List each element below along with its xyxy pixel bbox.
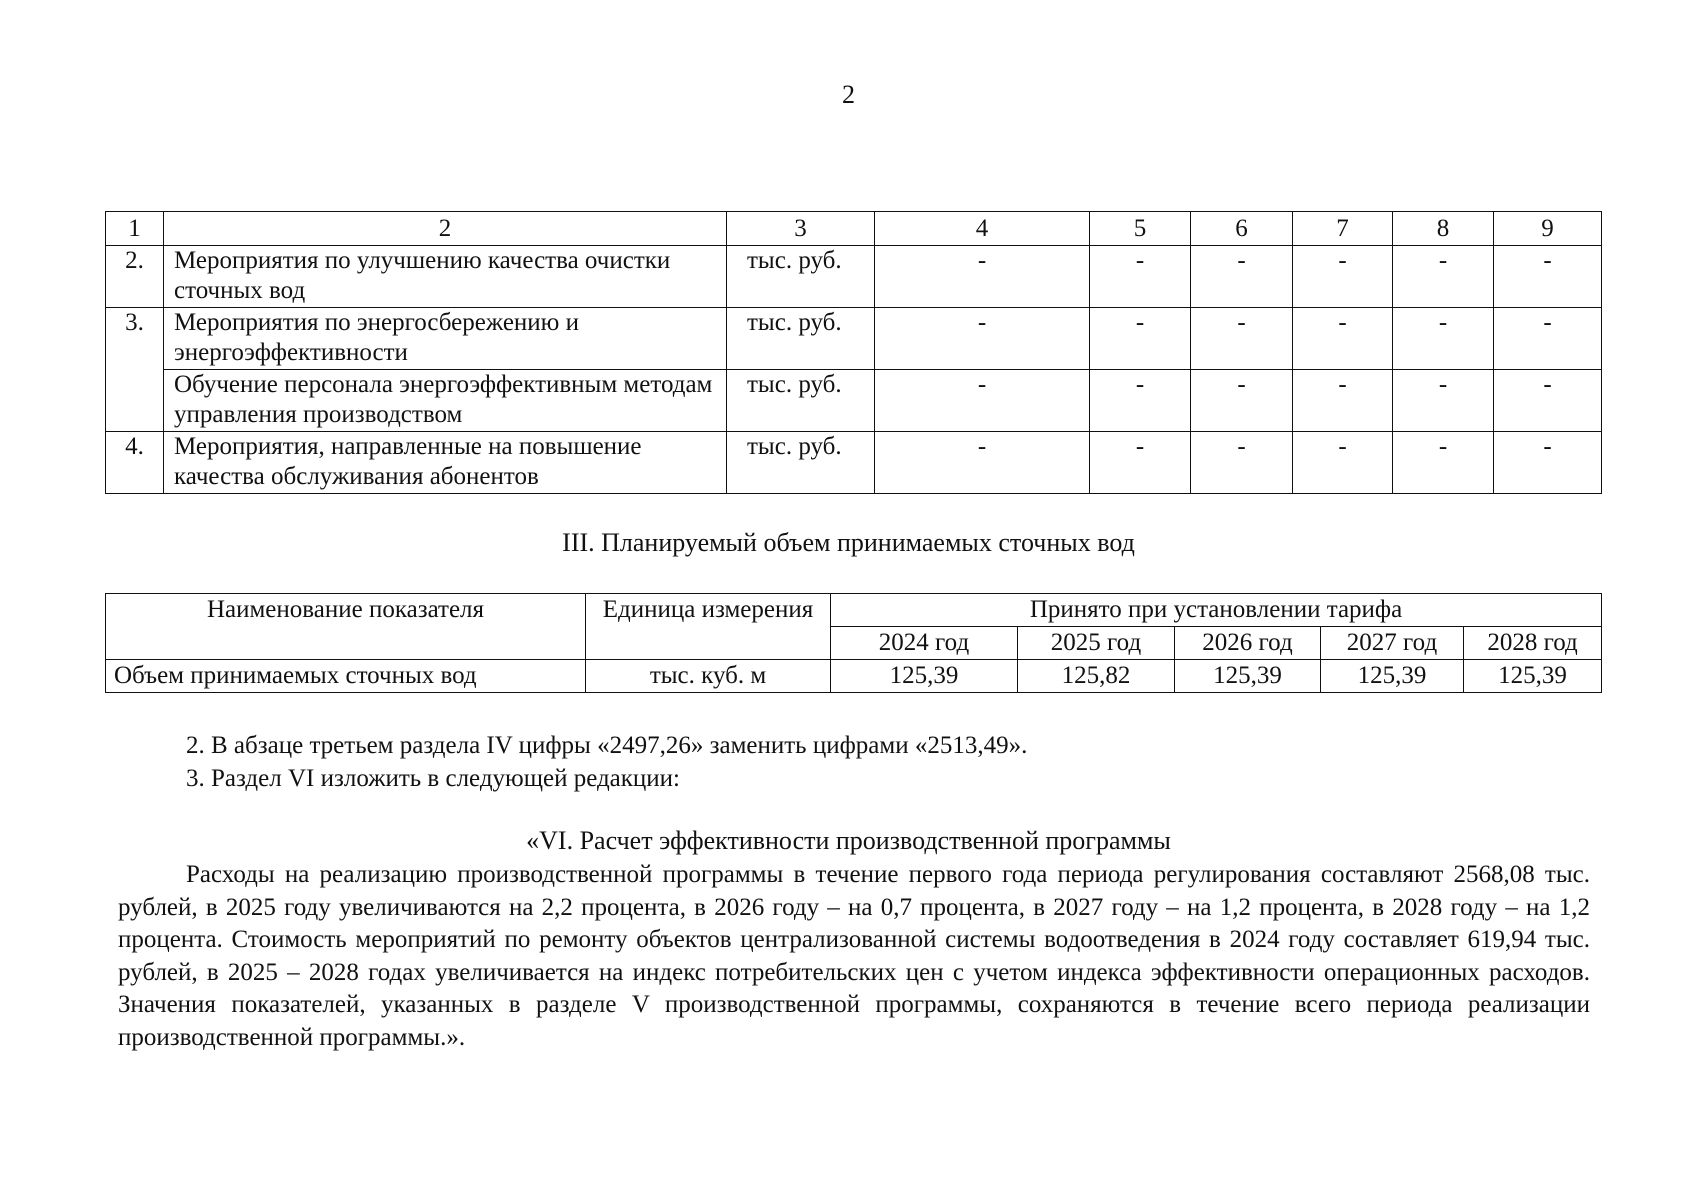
year-header: 2028 год bbox=[1464, 627, 1602, 660]
table-row bbox=[106, 660, 1602, 693]
row-value: 125,39 bbox=[831, 660, 1018, 693]
measures-table bbox=[105, 211, 1602, 494]
row-value: - bbox=[1191, 432, 1293, 494]
row-value: - bbox=[1191, 246, 1293, 308]
row-value: - bbox=[1293, 308, 1393, 370]
row-value: - bbox=[1393, 370, 1494, 432]
row-value: - bbox=[1191, 308, 1293, 370]
row-value: - bbox=[1393, 432, 1494, 494]
header-cell: 3 bbox=[727, 212, 875, 246]
column-header: Единица измерения bbox=[586, 594, 831, 660]
row-name: Мероприятия по энергосбережению и энергоэффективности bbox=[164, 308, 727, 370]
header-cell: 2 bbox=[164, 212, 727, 246]
row-value: - bbox=[1090, 308, 1191, 370]
row-value: 125,39 bbox=[1175, 660, 1321, 693]
row-value: - bbox=[1090, 432, 1191, 494]
section-title: III. Планируемый объем принимаемых сточных вод bbox=[562, 528, 1135, 557]
row-unit: тыс. куб. м bbox=[586, 660, 831, 693]
row-unit: тыс. руб. bbox=[727, 308, 875, 370]
row-name: Обучение персонала энергоэффективным методам управления производством bbox=[164, 370, 727, 432]
header-cell: 6 bbox=[1191, 212, 1293, 246]
table-row bbox=[106, 246, 1602, 308]
page-number: 2 bbox=[842, 80, 855, 109]
row-value: - bbox=[875, 308, 1090, 370]
row-value: - bbox=[1393, 246, 1494, 308]
row-value: - bbox=[1393, 308, 1494, 370]
amendment-paragraph-3: 3. Раздел VI изложить в следующей редакции: bbox=[186, 765, 681, 792]
row-unit: тыс. руб. bbox=[727, 246, 875, 308]
header-cell: 7 bbox=[1293, 212, 1393, 246]
year-header: 2026 год bbox=[1175, 627, 1321, 660]
row-value: - bbox=[875, 246, 1090, 308]
header-cell: 5 bbox=[1090, 212, 1191, 246]
row-number: 2. bbox=[106, 246, 164, 308]
row-name: Мероприятия по улучшению качества очистки сточных вод bbox=[164, 246, 727, 308]
row-value: 125,39 bbox=[1464, 660, 1602, 693]
year-header: 2027 год bbox=[1321, 627, 1464, 660]
header-cell: 8 bbox=[1393, 212, 1494, 246]
row-value: - bbox=[1293, 432, 1393, 494]
row-name: Объем принимаемых сточных вод bbox=[106, 660, 586, 693]
wastewater-volume-table bbox=[105, 593, 1602, 693]
table-header-row bbox=[106, 212, 1602, 246]
row-value: - bbox=[1494, 308, 1602, 370]
row-value: - bbox=[1494, 246, 1602, 308]
row-value: - bbox=[1293, 246, 1393, 308]
row-value: 125,39 bbox=[1321, 660, 1464, 693]
year-header: 2024 год bbox=[831, 627, 1018, 660]
table-header-row bbox=[106, 594, 1602, 627]
column-header: Наименование показателя bbox=[106, 594, 586, 660]
row-value: - bbox=[1494, 432, 1602, 494]
row-value: - bbox=[1494, 370, 1602, 432]
amendment-paragraph-2: 2. В абзаце третьем раздела IV цифры «2497,26» заменить цифрами «2513,49». bbox=[186, 732, 1028, 759]
row-value: - bbox=[875, 432, 1090, 494]
year-header: 2025 год bbox=[1018, 627, 1175, 660]
row-number: 3. bbox=[106, 308, 164, 432]
table-row bbox=[106, 432, 1602, 494]
row-unit: тыс. руб. bbox=[727, 370, 875, 432]
table-row bbox=[106, 370, 1602, 432]
row-value: 125,82 bbox=[1018, 660, 1175, 693]
table-row bbox=[106, 308, 1602, 370]
column-group-header: Принято при установлении тарифа bbox=[831, 594, 1602, 627]
header-cell: 4 bbox=[875, 212, 1090, 246]
row-value: - bbox=[875, 370, 1090, 432]
row-value: - bbox=[1191, 370, 1293, 432]
header-cell: 1 bbox=[106, 212, 164, 246]
row-unit: тыс. руб. bbox=[727, 432, 875, 494]
row-value: - bbox=[1090, 246, 1191, 308]
section-6-text: Расходы на реализацию производственной программы в течение первого года периода регулирования составляют 2568,08 тыс. рублей, в 2025 году увеличиваются на 2,2 процента, в 2026 году – на 0,7 процента, в 2027 году – на 1,2 процента, в 2028 году – на 1,2 процента. Стоимость мероприятий по ремонту объектов централизованной системы водоотведения в 2024 году составляет 619,94 тыс. рублей, в 2025 – 2028 годах увеличивается на индекс потребительских цен с учетом индекса эффективности операционных расходов. Значения показателей, указанных в разделе V производственной программы, сохраняются в течение всего периода реализации производственной программы.». bbox=[118, 861, 1590, 1051]
row-value: - bbox=[1090, 370, 1191, 432]
section-6-title: «VI. Расчет эффективности производственной программы bbox=[526, 826, 1171, 855]
row-number: 4. bbox=[106, 432, 164, 494]
row-value: - bbox=[1293, 370, 1393, 432]
row-name: Мероприятия, направленные на повышение качества обслуживания абонентов bbox=[164, 432, 727, 494]
header-cell: 9 bbox=[1494, 212, 1602, 246]
